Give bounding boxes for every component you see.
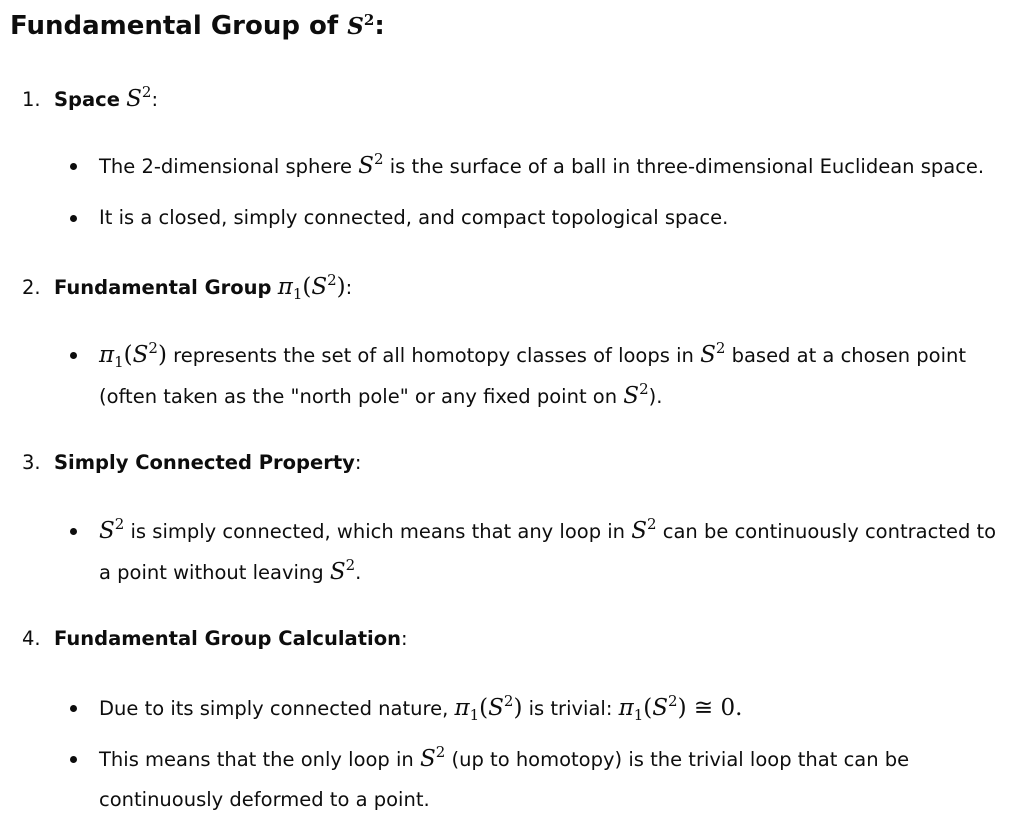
- inline-math: [419, 743, 446, 772]
- math-exp: 2: [327, 271, 337, 289]
- title-exp: 2: [363, 11, 375, 29]
- math-pi: π: [277, 274, 293, 300]
- math-sub: 1: [469, 706, 480, 724]
- section-3-bullet-1: [99, 511, 1023, 593]
- bullet-text: It is a closed, simply connected, and compact topological space.: [99, 206, 729, 229]
- bullet-dot: [70, 163, 77, 170]
- section-4-label: Fundamental Group Calculation: [54, 627, 401, 650]
- bullet-text: is the surface of a ball in three-dimensional Euclidean space.: [389, 155, 985, 178]
- bullet-text: (often taken as the "north pole" or any fixed point on: [99, 385, 618, 408]
- math-exp: 2: [503, 692, 514, 710]
- math-sub: 1: [114, 353, 124, 371]
- section-2-label: Fundamental Group: [54, 276, 272, 299]
- math-paren: (: [302, 274, 312, 300]
- bullet-dot: [70, 352, 77, 359]
- bullet-dot: [70, 756, 77, 763]
- section-2-suffix: :: [345, 276, 353, 299]
- math-pi: π: [618, 695, 634, 721]
- section-2-number: 2.: [22, 276, 41, 299]
- math-symbol: S: [99, 518, 115, 544]
- bullet-text: is trivial:: [528, 697, 613, 720]
- section-2-heading: [22, 271, 352, 304]
- section-4-heading: [22, 623, 408, 655]
- bullet-text: a point without leaving: [99, 561, 324, 584]
- inline-math: [99, 339, 167, 371]
- inline-math: [623, 380, 649, 409]
- math-symbol: S: [631, 518, 648, 544]
- bullet-text: (up to homotopy) is the trivial loop that can be: [451, 748, 910, 771]
- math-exp: 2: [148, 339, 158, 357]
- math-paren: ): [336, 274, 346, 300]
- math-sub: 1: [633, 706, 644, 724]
- math-period: .: [735, 695, 743, 721]
- title-symbol: S: [347, 13, 364, 40]
- page-title: [10, 6, 385, 47]
- math-symbol: S: [311, 274, 328, 300]
- section-2-bullet-1: [99, 335, 1023, 417]
- section-1-bullet-1: [99, 146, 1023, 187]
- title-math: [347, 13, 374, 40]
- section-4-bullet-1: [99, 688, 1023, 729]
- section-1-heading: [22, 83, 158, 116]
- bullet-text: is simply connected, which means that any loop in: [130, 520, 626, 543]
- math-paren: (: [123, 342, 133, 368]
- math-exp: 2: [435, 743, 446, 761]
- math-pi: π: [99, 342, 115, 368]
- bullet-dot: [70, 705, 77, 712]
- math-symbol: S: [329, 559, 346, 585]
- section-1-bullet-2: [99, 198, 1023, 238]
- inline-math: [700, 339, 726, 368]
- math-paren: (: [643, 695, 653, 721]
- math-exp: 2: [114, 515, 125, 533]
- math-symbol: S: [358, 153, 374, 179]
- math-paren: (: [479, 695, 489, 721]
- bullet-text: represents the set of all homotopy classes of loops in: [173, 344, 694, 367]
- bullet-text: based at a chosen point: [731, 344, 967, 367]
- section-3-number: 3.: [22, 451, 41, 474]
- math-sub: 1: [292, 285, 303, 303]
- math-symbol: S: [488, 695, 504, 721]
- section-1-math: [126, 83, 152, 112]
- math-symbol: S: [132, 342, 149, 368]
- math-relation: ≅: [693, 695, 714, 721]
- section-1-exp: 2: [141, 83, 152, 101]
- math-exp: 2: [373, 150, 384, 168]
- math-symbol: S: [700, 342, 716, 368]
- bullet-text: Due to its simply connected nature,: [99, 697, 449, 720]
- section-3-suffix: :: [354, 451, 362, 474]
- title-text: Fundamental Group of: [10, 11, 339, 41]
- math-exp: 2: [345, 556, 356, 574]
- bullet-text: This means that the only loop in: [99, 748, 414, 771]
- math-symbol: S: [419, 746, 436, 772]
- bullet-dot: [70, 215, 77, 222]
- bullet-dot: [70, 528, 77, 535]
- math-paren: ): [677, 695, 687, 721]
- section-1-symbol: S: [126, 86, 142, 112]
- math-exp: 2: [715, 339, 726, 357]
- math-paren: ): [513, 695, 523, 721]
- bullet-text: ).: [648, 385, 663, 408]
- inline-math: [454, 692, 523, 724]
- math-zero: 0: [720, 695, 736, 721]
- section-2-math: [277, 271, 346, 303]
- bullet-text: .: [355, 561, 362, 584]
- inline-math: [358, 150, 384, 179]
- title-suffix: :: [374, 11, 385, 41]
- bullet-text: continuously deformed to a point.: [99, 788, 430, 811]
- bullet-text: The 2-dimensional sphere: [99, 155, 352, 178]
- math-paren: ): [157, 342, 167, 368]
- bullet-text: can be continuously contracted to: [662, 520, 997, 543]
- section-1-label: Space: [54, 88, 120, 111]
- math-pi: π: [454, 695, 470, 721]
- section-4-suffix: :: [400, 627, 408, 650]
- section-1-number: 1.: [22, 88, 41, 111]
- math-symbol: S: [652, 695, 669, 721]
- inline-math: [618, 692, 743, 724]
- section-1-suffix: :: [151, 88, 159, 111]
- section-3-label: Simply Connected Property: [54, 451, 355, 474]
- section-4-bullet-2: [99, 739, 1023, 820]
- section-4-number: 4.: [22, 627, 41, 650]
- inline-math: [329, 556, 356, 585]
- section-3-heading: [22, 447, 361, 479]
- math-exp: 2: [668, 692, 678, 710]
- math-exp: 2: [639, 380, 649, 398]
- math-symbol: S: [623, 383, 640, 409]
- inline-math: [99, 515, 125, 544]
- inline-math: [631, 515, 657, 544]
- math-exp: 2: [647, 515, 657, 533]
